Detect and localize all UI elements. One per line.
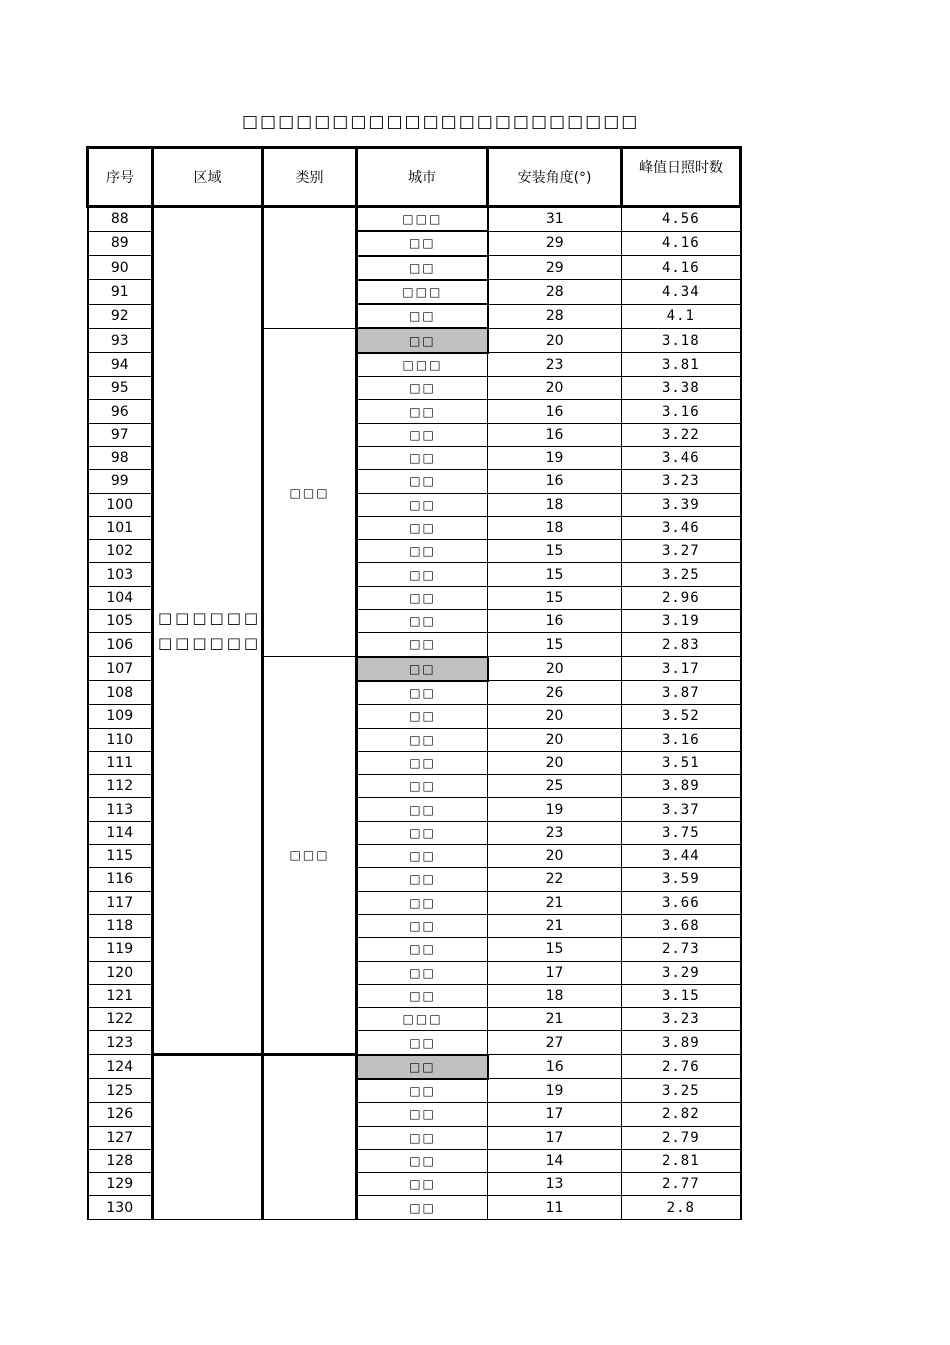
peak-hours-cell: 3.27 (622, 540, 741, 563)
city-cell: □□ (357, 423, 488, 446)
city-cell: □□ (357, 1079, 488, 1103)
category-cell-2: □□□ (263, 328, 357, 656)
angle-cell: 29 (488, 256, 622, 280)
city-cell: □□ (357, 328, 488, 352)
seq-cell: 104 (88, 586, 153, 609)
city-cell: □□ (357, 231, 488, 255)
city-cell: □□ (357, 705, 488, 728)
seq-cell: 99 (88, 470, 153, 493)
city-cell: □□ (357, 493, 488, 516)
table-row (88, 1055, 741, 1079)
seq-cell: 102 (88, 540, 153, 563)
angle-cell: 18 (488, 493, 622, 516)
seq-cell: 122 (88, 1008, 153, 1031)
angle-cell: 15 (488, 563, 622, 586)
header-city: 城市 (357, 148, 488, 207)
peak-hours-cell: 3.29 (622, 961, 741, 984)
peak-hours-cell: 2.8 (622, 1196, 741, 1219)
peak-hours-cell: 3.81 (622, 353, 741, 377)
peak-hours-cell: 3.52 (622, 705, 741, 728)
city-cell: □□ (357, 891, 488, 914)
header-row (88, 148, 741, 207)
header-region: 区域 (153, 148, 263, 207)
seq-cell: 123 (88, 1031, 153, 1055)
peak-hours-cell: 3.23 (622, 1008, 741, 1031)
angle-cell: 16 (488, 400, 622, 423)
peak-hours-cell: 3.59 (622, 868, 741, 891)
seq-cell: 124 (88, 1055, 153, 1079)
table-row (88, 207, 741, 232)
peak-hours-cell: 3.44 (622, 845, 741, 868)
city-cell: □□ (357, 798, 488, 821)
angle-cell: 15 (488, 586, 622, 609)
city-cell: □□ (357, 1126, 488, 1149)
angle-cell: 20 (488, 751, 622, 774)
peak-hours-cell: 3.19 (622, 610, 741, 633)
category-cell-3: □□□ (263, 657, 357, 1055)
angle-cell: 26 (488, 681, 622, 705)
angle-cell: 20 (488, 377, 622, 400)
city-cell: □□ (357, 400, 488, 423)
seq-cell: 121 (88, 984, 153, 1007)
peak-hours-cell: 4.16 (622, 256, 741, 280)
peak-hours-cell: 3.89 (622, 775, 741, 798)
city-cell: □□□ (357, 280, 488, 304)
seq-cell: 88 (88, 207, 153, 232)
peak-hours-cell: 4.16 (622, 231, 741, 255)
city-cell: □□ (357, 540, 488, 563)
peak-hours-cell: 3.23 (622, 470, 741, 493)
peak-hours-cell: 2.77 (622, 1173, 741, 1196)
seq-cell: 94 (88, 353, 153, 377)
table-body (88, 207, 741, 1220)
city-cell: □□ (357, 868, 488, 891)
city-cell: □□ (357, 470, 488, 493)
header-angle: 安装角度(°) (488, 148, 622, 207)
category-cell-4 (263, 1055, 357, 1220)
seq-cell: 125 (88, 1079, 153, 1103)
seq-cell: 100 (88, 493, 153, 516)
seq-cell: 93 (88, 328, 153, 352)
peak-hours-cell: 3.87 (622, 681, 741, 705)
peak-hours-cell: 4.56 (622, 207, 741, 232)
angle-cell: 19 (488, 446, 622, 469)
peak-hours-cell: 3.51 (622, 751, 741, 774)
seq-cell: 96 (88, 400, 153, 423)
seq-cell: 106 (88, 633, 153, 657)
peak-hours-cell: 2.79 (622, 1126, 741, 1149)
city-cell: □□ (357, 681, 488, 705)
header-peak-hours: 峰值日照时数 (622, 148, 741, 207)
peak-hours-cell: 2.96 (622, 586, 741, 609)
city-cell: □□ (357, 821, 488, 844)
angle-cell: 17 (488, 1103, 622, 1126)
city-cell: □□ (357, 586, 488, 609)
angle-cell: 21 (488, 914, 622, 937)
peak-hours-cell: 3.46 (622, 446, 741, 469)
seq-cell: 95 (88, 377, 153, 400)
angle-cell: 20 (488, 728, 622, 751)
angle-cell: 17 (488, 1126, 622, 1149)
peak-hours-cell: 3.37 (622, 798, 741, 821)
seq-cell: 101 (88, 516, 153, 539)
peak-hours-cell: 3.46 (622, 516, 741, 539)
seq-cell: 117 (88, 891, 153, 914)
peak-hours-cell: 3.68 (622, 914, 741, 937)
peak-hours-cell: 4.34 (622, 280, 741, 304)
city-cell: □□ (357, 657, 488, 681)
angle-cell: 25 (488, 775, 622, 798)
seq-cell: 112 (88, 775, 153, 798)
angle-cell: 14 (488, 1149, 622, 1172)
seq-cell: 97 (88, 423, 153, 446)
city-cell: □□ (357, 984, 488, 1007)
peak-hours-cell: 3.89 (622, 1031, 741, 1055)
city-cell: □□ (357, 1031, 488, 1055)
angle-cell: 31 (488, 207, 622, 232)
angle-cell: 16 (488, 470, 622, 493)
city-cell: □□ (357, 610, 488, 633)
peak-hours-cell: 3.25 (622, 563, 741, 586)
city-cell: □□□ (357, 207, 488, 232)
seq-cell: 103 (88, 563, 153, 586)
angle-cell: 16 (488, 423, 622, 446)
peak-hours-cell: 3.22 (622, 423, 741, 446)
peak-hours-cell: 3.75 (622, 821, 741, 844)
peak-hours-cell: 2.81 (622, 1149, 741, 1172)
city-cell: □□ (357, 961, 488, 984)
city-cell: □□ (357, 845, 488, 868)
angle-cell: 29 (488, 231, 622, 255)
angle-cell: 27 (488, 1031, 622, 1055)
angle-cell: 20 (488, 845, 622, 868)
angle-cell: 23 (488, 353, 622, 377)
angle-cell: 22 (488, 868, 622, 891)
city-cell: □□ (357, 914, 488, 937)
angle-cell: 18 (488, 984, 622, 1007)
header-category: 类别 (263, 148, 357, 207)
angle-cell: 28 (488, 280, 622, 304)
angle-cell: 21 (488, 1008, 622, 1031)
table-title: □□□□□□□□□□□□□□□□□□□□□□ (242, 112, 640, 132)
angle-cell: 15 (488, 633, 622, 657)
seq-cell: 116 (88, 868, 153, 891)
seq-cell: 111 (88, 751, 153, 774)
header-seq: 序号 (88, 148, 153, 207)
city-cell: □□ (357, 256, 488, 280)
city-cell: □□ (357, 751, 488, 774)
seq-cell: 126 (88, 1103, 153, 1126)
region-label-1: □□□□□□ □□□□□□ (158, 608, 262, 652)
seq-cell: 120 (88, 961, 153, 984)
city-cell: □□□ (357, 353, 488, 377)
seq-cell: 113 (88, 798, 153, 821)
city-cell: □□ (357, 1149, 488, 1172)
data-sheet (86, 146, 742, 1220)
peak-hours-cell: 3.39 (622, 493, 741, 516)
angle-cell: 21 (488, 891, 622, 914)
seq-cell: 127 (88, 1126, 153, 1149)
peak-hours-cell: 3.17 (622, 657, 741, 681)
seq-cell: 114 (88, 821, 153, 844)
city-cell: □□ (357, 728, 488, 751)
peak-hours-cell: 2.82 (622, 1103, 741, 1126)
angle-cell: 18 (488, 516, 622, 539)
peak-hours-cell: 4.1 (622, 304, 741, 328)
city-cell: □□ (357, 1173, 488, 1196)
city-cell: □□ (357, 1196, 488, 1219)
angle-cell: 20 (488, 705, 622, 728)
seq-cell: 98 (88, 446, 153, 469)
peak-hours-cell: 3.25 (622, 1079, 741, 1103)
seq-cell: 107 (88, 657, 153, 681)
angle-cell: 17 (488, 961, 622, 984)
angle-cell: 16 (488, 1055, 622, 1079)
city-cell: □□ (357, 1103, 488, 1126)
peak-hours-cell: 3.18 (622, 328, 741, 352)
angle-cell: 20 (488, 328, 622, 352)
solar-angle-table (86, 146, 742, 1220)
seq-cell: 115 (88, 845, 153, 868)
peak-hours-cell: 2.76 (622, 1055, 741, 1079)
angle-cell: 19 (488, 1079, 622, 1103)
city-cell: □□ (357, 938, 488, 961)
angle-cell: 19 (488, 798, 622, 821)
peak-hours-cell: 3.16 (622, 728, 741, 751)
seq-cell: 109 (88, 705, 153, 728)
angle-cell: 28 (488, 304, 622, 328)
seq-cell: 118 (88, 914, 153, 937)
city-cell: □□ (357, 377, 488, 400)
seq-cell: 129 (88, 1173, 153, 1196)
peak-hours-cell: 2.73 (622, 938, 741, 961)
city-cell: □□ (357, 775, 488, 798)
category-cell-1 (263, 207, 357, 329)
city-cell: □□ (357, 304, 488, 328)
seq-cell: 92 (88, 304, 153, 328)
seq-cell: 128 (88, 1149, 153, 1172)
region-cell-2 (153, 1055, 263, 1220)
angle-cell: 15 (488, 540, 622, 563)
region-cell-1 (153, 207, 263, 1055)
angle-cell: 16 (488, 610, 622, 633)
seq-cell: 91 (88, 280, 153, 304)
angle-cell: 20 (488, 657, 622, 681)
seq-cell: 130 (88, 1196, 153, 1219)
city-cell: □□ (357, 446, 488, 469)
seq-cell: 89 (88, 231, 153, 255)
peak-hours-cell: 3.66 (622, 891, 741, 914)
angle-cell: 15 (488, 938, 622, 961)
seq-cell: 119 (88, 938, 153, 961)
seq-cell: 105 (88, 610, 153, 633)
peak-hours-cell: 2.83 (622, 633, 741, 657)
peak-hours-cell: 3.15 (622, 984, 741, 1007)
city-cell: □□ (357, 633, 488, 657)
city-cell: □□□ (357, 1008, 488, 1031)
angle-cell: 13 (488, 1173, 622, 1196)
city-cell: □□ (357, 1055, 488, 1079)
peak-hours-cell: 3.38 (622, 377, 741, 400)
seq-cell: 90 (88, 256, 153, 280)
city-cell: □□ (357, 516, 488, 539)
angle-cell: 23 (488, 821, 622, 844)
city-cell: □□ (357, 563, 488, 586)
seq-cell: 108 (88, 681, 153, 705)
seq-cell: 110 (88, 728, 153, 751)
angle-cell: 11 (488, 1196, 622, 1219)
peak-hours-cell: 3.16 (622, 400, 741, 423)
